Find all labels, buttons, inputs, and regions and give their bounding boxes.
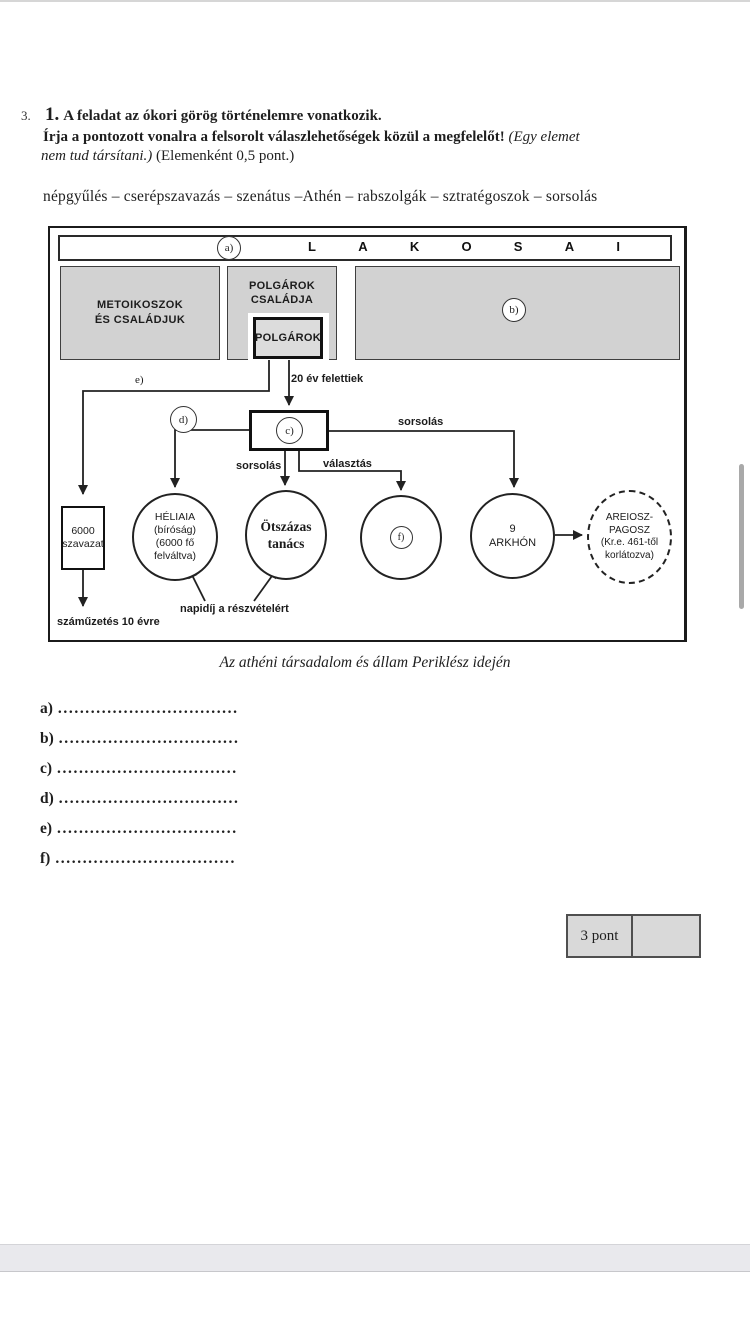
answer-label: b) xyxy=(40,730,54,747)
areopagus-line1: AREIOSZ- xyxy=(605,512,654,523)
letter: L xyxy=(308,239,316,254)
answer-dotted-line: ................................. xyxy=(57,700,239,717)
task-instruction-line2 xyxy=(41,148,294,165)
task-number: 1. xyxy=(45,104,60,125)
answer-dotted-line: ................................. xyxy=(57,760,238,777)
areopagus-ellipse xyxy=(587,490,672,584)
archons-ellipse xyxy=(470,493,555,579)
areopagus-line3: (Kr.e. 461-től xyxy=(600,537,659,548)
metics-box xyxy=(60,266,220,360)
blank-e-label: e) xyxy=(135,374,144,386)
margin-item-number: 3. xyxy=(21,108,31,123)
diagram-frame xyxy=(48,226,687,642)
letter: O xyxy=(461,239,472,254)
task-title-line xyxy=(45,104,382,126)
metics-line1: METOIKOSZOK xyxy=(96,299,184,311)
scrollbar-thumb[interactable] xyxy=(739,464,744,609)
answer-label: e) xyxy=(40,820,53,837)
answer-line-a xyxy=(40,700,239,730)
score-points-cell: 3 pont xyxy=(568,916,633,956)
family-line1: POLGÁROK xyxy=(249,280,315,292)
answer-dotted-line: ................................. xyxy=(57,820,238,837)
blank-b-circle: b) xyxy=(502,298,526,322)
heliaia-line2: (bíróság) xyxy=(153,524,196,536)
per-diem-label: napidíj a részvételért xyxy=(180,603,289,615)
answer-line-f xyxy=(40,850,239,880)
blank-a-circle: a) xyxy=(217,236,241,260)
answer-label: d) xyxy=(40,790,54,807)
council-line1: Ötszázas xyxy=(260,519,312,534)
sortition-right-label: sorsolás xyxy=(398,416,444,428)
metics-line2: ÉS CSALÁDJUK xyxy=(94,314,186,326)
score-empty-cell xyxy=(633,916,699,956)
archons-line2: ARKHÓN xyxy=(488,537,537,549)
election-label: választás xyxy=(323,458,372,470)
age-edge-label: 20 év felettiek xyxy=(291,373,364,385)
points-note-text: (Elemenként 0,5 pont.) xyxy=(156,148,295,164)
answer-line-e xyxy=(40,820,239,850)
heliaia-line1: HÉLIAIA xyxy=(154,511,196,523)
instruction-bold: Írja a pontozott vonalra a felsorolt válaszlehetőségek közül a megfelelőt! xyxy=(43,129,505,145)
bottom-toolbar-strip xyxy=(0,1244,750,1272)
letter: K xyxy=(409,239,420,254)
answer-line-c xyxy=(40,760,239,790)
answer-line-d xyxy=(40,790,239,820)
family-line2: CSALÁDJA xyxy=(250,294,314,306)
heliaia-line4: felváltva) xyxy=(153,550,196,562)
votes-line1: 6000 xyxy=(71,525,95,537)
council-line2: tanács xyxy=(267,536,305,551)
answer-dotted-line: ................................. xyxy=(58,730,240,747)
blank-d-circle: d) xyxy=(170,406,197,433)
letter: S xyxy=(513,239,523,254)
answer-dotted-line: ................................. xyxy=(55,850,237,867)
votes-box xyxy=(61,506,105,570)
sortition-down-label: sorsolás xyxy=(236,460,282,472)
answer-label: c) xyxy=(40,760,53,777)
exile-label: száműzetés 10 évre xyxy=(57,616,160,628)
votes-line2: szavazat xyxy=(62,538,104,550)
heliaia-line3: (6000 fő xyxy=(155,537,195,549)
archons-line1: 9 xyxy=(509,523,516,535)
answer-dotted-line: ................................. xyxy=(58,790,240,807)
task-instruction-line xyxy=(43,129,580,146)
top-hairline xyxy=(0,0,750,2)
lakosai-letters xyxy=(308,239,620,254)
letter: A xyxy=(564,239,575,254)
score-box xyxy=(566,914,701,958)
letter: I xyxy=(616,239,620,254)
answer-label: f) xyxy=(40,850,51,867)
task-title: A feladat az ókori görög történelemre vonatkozik. xyxy=(63,108,382,124)
instruction-italic-end: nem tud társítani.) xyxy=(41,148,153,164)
answer-lines xyxy=(40,700,239,880)
areopagus-line4: korlátozva) xyxy=(605,549,654,561)
council-ellipse xyxy=(245,490,327,580)
diagram-caption: Az athéni társadalom és állam Periklész idején xyxy=(219,654,511,671)
heliaia-ellipse xyxy=(132,493,218,581)
word-bank: népgyűlés – cserépszavazás – szenátus –Athén – rabszolgák – sztratégoszok – sorsolás xyxy=(43,188,598,205)
areopagus-line2: PAGOSZ xyxy=(609,524,650,536)
citizens-box: POLGÁROK xyxy=(253,317,323,359)
answer-label: a) xyxy=(40,700,53,717)
letter: A xyxy=(358,239,368,254)
blank-f-ellipse xyxy=(360,495,442,580)
instruction-italic-start-text: (Egy elemet xyxy=(508,129,580,145)
answer-line-b xyxy=(40,730,239,760)
blank-f-circle: f) xyxy=(390,526,413,549)
blank-c-circle: c) xyxy=(276,417,303,444)
